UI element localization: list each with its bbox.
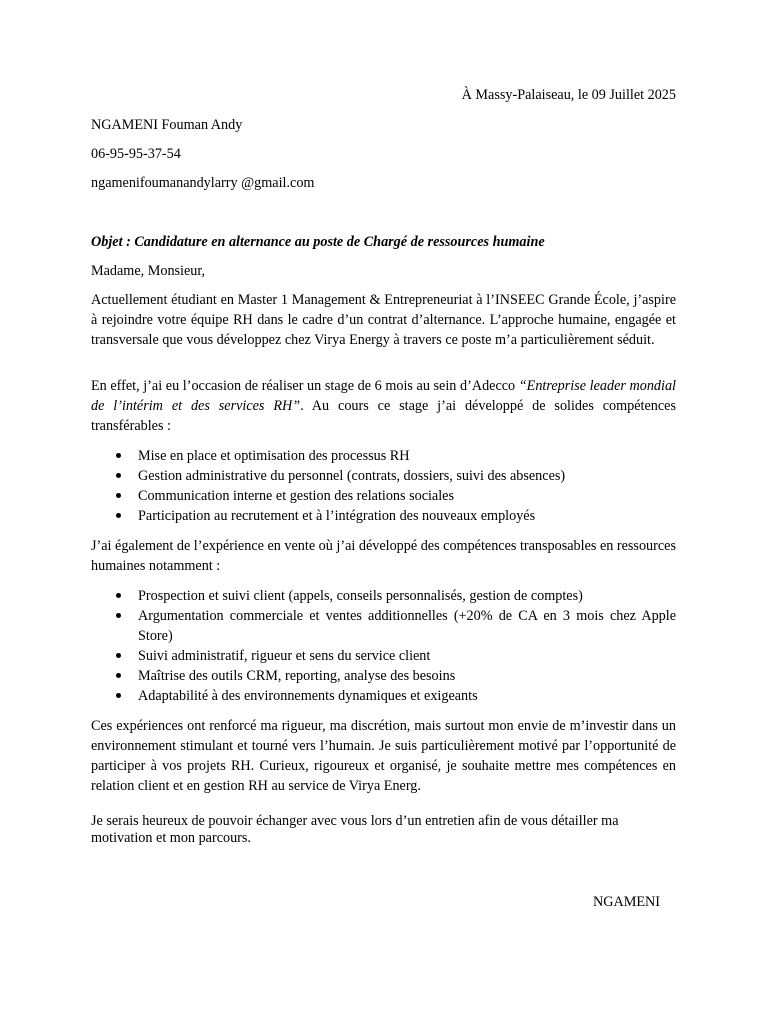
list-item: Suivi administratif, rigueur et sens du service client	[91, 646, 676, 666]
list-item: Maîtrise des outils CRM, reporting, analyse des besoins	[91, 666, 676, 686]
hr-skills-list	[91, 446, 676, 526]
paragraph-sales-experience: J’ai également de l’expérience en vente où j’ai développé des compétences transposables en ressources humaines notamment :	[91, 538, 676, 574]
adecco-quote: “Entreprise leader mondial de l’intérim et des services RH”	[91, 378, 676, 414]
sender-email: ngamenifoumanandylarry @gmail.com	[91, 175, 315, 191]
sender-name: NGAMENI Fouman Andy	[91, 117, 243, 133]
paragraph-internship	[91, 376, 676, 436]
sender-phone: 06-95-95-37-54	[91, 146, 181, 162]
paragraph-internship-text-after: . Au cours ce stage j’ai développé de solides compétences transférables :	[91, 398, 676, 434]
sales-skills-list	[91, 586, 676, 706]
letter-object: Objet : Candidature en alternance au poste de Chargé de ressources humaine	[91, 234, 545, 250]
list-item: Participation au recrutement et à l’intégration des nouveaux employés	[91, 506, 676, 526]
list-item: Communication interne et gestion des relations sociales	[91, 486, 676, 506]
list-item: Prospection et suivi client (appels, conseils personnalisés, gestion de comptes)	[91, 586, 676, 606]
list-item: Argumentation commerciale et ventes additionnelles (+20% de CA en 3 mois chez Apple Store)	[91, 606, 676, 646]
paragraph-internship-text-before: En effet, j’ai eu l’occasion de réaliser un stage de 6 mois au sein d’Adecco	[91, 378, 519, 394]
paragraph-closing: Je serais heureux de pouvoir échanger avec vous lors d’un entretien afin de vous détailler ma motivation et mon parcours.	[91, 813, 619, 846]
paragraph-introduction: Actuellement étudiant en Master 1 Management & Entrepreneuriat à l’INSEEC Grande École, j’aspire à rejoindre votre équipe RH dans le cadre d’un contrat d’alternance. L’approche humaine, engagée et transversale que vous développez chez Virya Energy à travers ce poste m’a particulièrement séduit.	[91, 292, 676, 348]
place-and-date: À Massy-Palaiseau, le 09 Juillet 2025	[461, 87, 676, 103]
list-item: Adaptabilité à des environnements dynamiques et exigeants	[91, 686, 676, 706]
paragraph-motivation: Ces expériences ont renforcé ma rigueur, ma discrétion, mais surtout mon envie de m’investir dans un environnement stimulant et tourné vers l’humain. Je suis particulièrement motivé par l’opportunité de participer à vos projets RH. Curieux, rigoureux et organisé, je souhaite mettre mes compétences en relation client et en gestion RH au service de Virya Energ.	[91, 718, 676, 794]
list-item: Gestion administrative du personnel (contrats, dossiers, suivi des absences)	[91, 466, 676, 486]
list-item: Mise en place et optimisation des processus RH	[91, 446, 676, 466]
signature: NGAMENI	[593, 894, 660, 910]
greeting: Madame, Monsieur,	[91, 263, 206, 279]
